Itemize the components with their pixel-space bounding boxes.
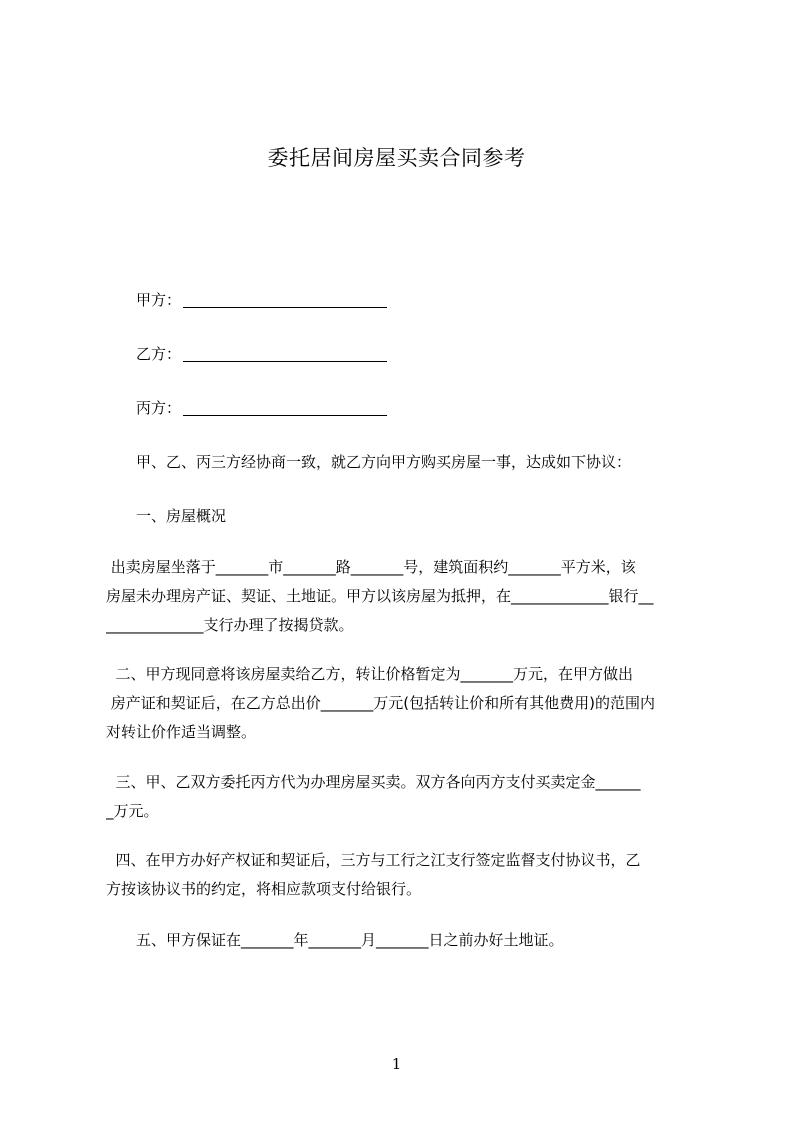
section-1-paragraph [106, 553, 700, 640]
party-b-label: 乙方： [136, 345, 182, 363]
section-3-paragraph [106, 768, 700, 826]
intro-paragraph: 甲、乙、丙三方经协商一致，就乙方向甲方购买房屋一事，达成如下协议： [136, 453, 632, 471]
section-1-line-2: 房屋未办理房产证、契证、土地证。甲方以该房屋为抵押，在_____________银行__ [106, 587, 654, 605]
page-number: 1 [391, 1055, 402, 1073]
section-4-line-2: 方按该协议书的约定，将相应款项支付给银行。 [106, 880, 422, 898]
section-4-line-1: 四、在甲方办好产权证和契证后，三方与工行之江支行签定监督支付协议书，乙 [106, 851, 641, 869]
section-2-line-3: 对转让价作适当调整。 [106, 723, 257, 741]
party-a-label: 甲方： [136, 291, 182, 309]
party-a-line [136, 286, 387, 315]
party-a-blank[interactable] [183, 292, 387, 308]
party-c-label: 丙方： [136, 399, 182, 417]
section-1-line-3: _____________支行办理了按揭贷款。 [106, 616, 354, 634]
section-2-line-1: 二、甲方现同意将该房屋卖给乙方，转让价格暂定为_______万元，在甲方做出 [106, 665, 634, 683]
section-3-line-1: 三、甲、乙双方委托丙方代为办理房屋买卖。双方各向丙方支付买卖定金______ [106, 773, 641, 791]
document-title: 委托居间房屋买卖合同参考 [267, 146, 526, 170]
section-1-line-1: 出卖房屋坐落于_______市_______路_______号，建筑面积约_______平方米，该 [106, 558, 636, 576]
party-b-line [136, 340, 387, 369]
party-c-blank[interactable] [183, 400, 387, 416]
party-c-line [136, 394, 387, 423]
party-b-blank[interactable] [183, 346, 387, 362]
section-1-heading: 一、房屋概况 [136, 507, 227, 525]
section-2-line-2: 房产证和契证后，在乙方总出价_______万元(包括转让价和所有其他费用)的范围内 [106, 694, 655, 712]
section-4-paragraph [106, 846, 700, 904]
section-3-line-2: _万元。 [106, 802, 159, 820]
section-2-paragraph [106, 660, 700, 747]
section-5-paragraph: 五、甲方保证在_______年_______月_______日之前办好土地证。 [136, 931, 564, 949]
